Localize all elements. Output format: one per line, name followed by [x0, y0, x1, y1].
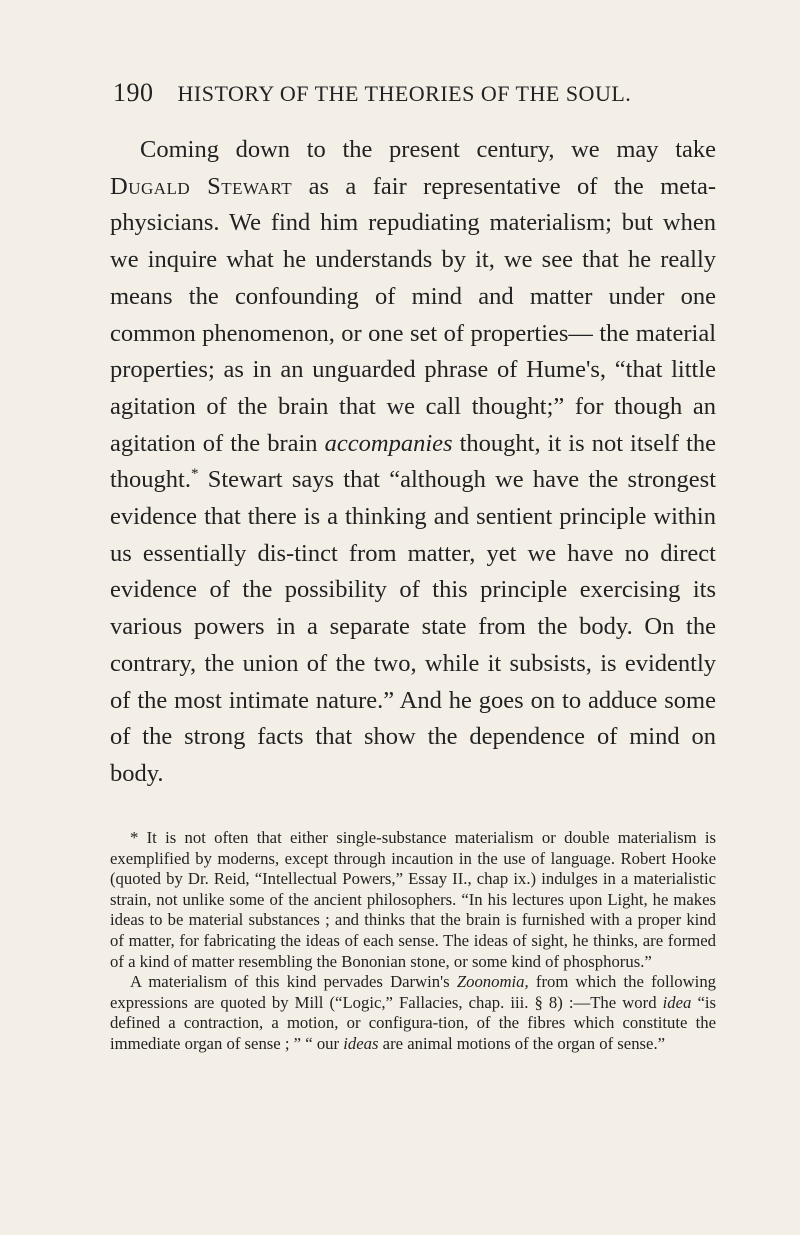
text-run: A materialism of this kind pervades Darwin's	[130, 972, 450, 992]
person-name: Dugald Stewart	[110, 172, 293, 200]
text-run: as a fair representative of the meta-physicians. We find him repudiating materialism; but when we inquire what he understands by it, we see that he really means the confounding of mind and matter under one common phenomenon, or one set of properties— the material properties; as in an unguarded phrase of Hume's, “that little agitation of the brain that we call thought;” for though an agitation of the brain	[110, 172, 716, 457]
main-text	[110, 132, 716, 793]
footnote-paragraph-2	[110, 972, 716, 1054]
book-title: Zoonomia,	[456, 972, 529, 992]
text-run: are animal motions of the organ of sense.”	[382, 1033, 666, 1053]
running-title: HISTORY OF THE THEORIES OF THE SOUL.	[177, 81, 632, 106]
footnote	[110, 828, 716, 1055]
italic-word: accompanies	[324, 429, 453, 457]
page-number: 190	[113, 78, 154, 107]
main-paragraph	[110, 132, 716, 793]
page-header	[113, 78, 713, 108]
footnote-paragraph-1: * It is not often that either single-substance materialism or double materialism is exemplified by moderns, except through incaution in the use of language. Robert Hooke (quoted by Dr. Reid, “Intellectual Powers,” Essay II., chap ix.) indulges in a materialistic strain, not unlike some of the ancient philosophers. “In his lectures upon Light, he makes ideas to be material substances ; and thinks that the brain is furnished with a proper kind of matter, for fabricating the ideas of each sense. The ideas of sight, he thinks, are formed of a kind of matter resembling the Bononian stone, or some kind of phosphorus.”	[110, 828, 716, 971]
italic-word: ideas	[343, 1033, 379, 1053]
text-run: “is defined a contraction, a motion, or configura-tion, of the fibres which constitute the immediate organ of sense ; ” “ our	[110, 992, 717, 1053]
italic-word: idea	[662, 992, 692, 1012]
text-run: from which the following expressions are quoted by Mill (“Logic,” Fallacies, chap. iii. § 8) :—The word	[110, 972, 717, 1012]
text-run: Stewart says that “although we have the strongest evidence that there is a thinking and sentient principle within us essentially dis-tinct from matter, yet we have no direct evidence of the possibility of this principle exercising its various powers in a separate state from the body. On the contrary, the union of the two, while it subsists, is evidently of the most intimate nature.” And he goes on to adduce some of the strong facts that show the dependence of mind on body.	[110, 466, 717, 787]
footnote-marker: *	[191, 466, 199, 483]
text-run: thought, it is not itself the thought.	[110, 429, 717, 494]
text-run: Coming down to the present century, we may take	[140, 136, 716, 163]
